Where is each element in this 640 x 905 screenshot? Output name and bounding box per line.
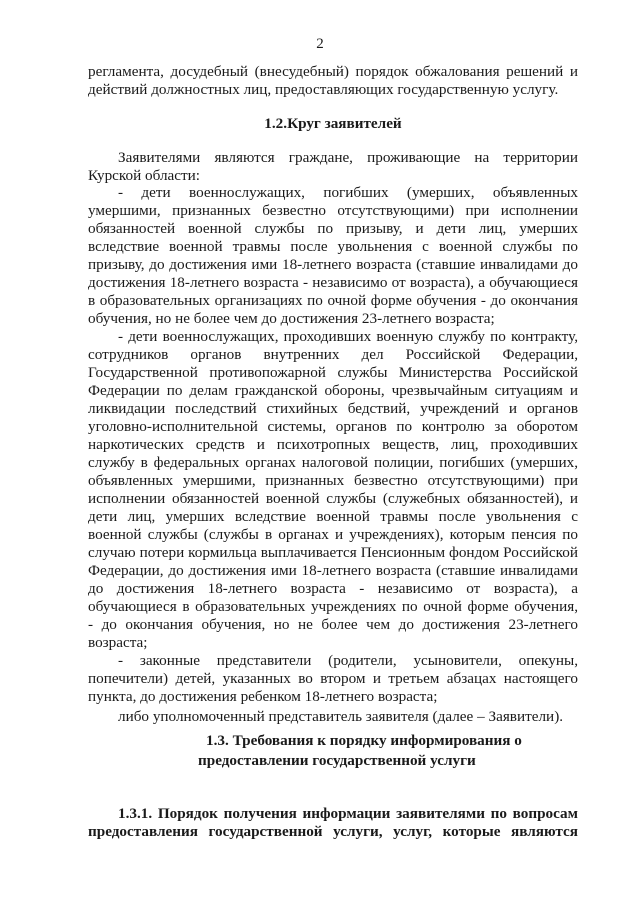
list-item-line: попечители) детей, указанных во втором и третьем абзацах настоящего [88,670,578,687]
paragraph-line: Заявителями являются граждане, проживающие на территории [118,149,578,166]
list-item-line: пункта, до достижения ребенком 18-летнего возраста; [88,688,438,705]
list-item-line: объявленных умершими, признанных безвестно отсутствующими) при [88,472,578,489]
section-heading-1-2: 1.2.Круг заявителей [264,115,402,132]
list-item-line: призыву, до достижения ими 18-летнего возраста (ставшие инвалидами до [88,256,578,273]
list-item-line: сотрудников органов внутренних дел Российской Федерации, [88,346,578,363]
list-item-line: обучения, но не более чем до достижения 23-летнего возраста; [88,310,495,327]
list-item-line: достижения 18-летнего возраста - независимо от возраста), а обучающиеся [88,274,578,291]
list-item-line: военной службы (службы в органах и учреждениях), которым пенсия по [88,526,578,543]
list-item-line: - до окончания обучения, но не более чем до достижения 23-летнего [88,616,578,633]
section-heading-1-3-1: предоставления государственной услуги, услуг, которые являются [88,823,578,840]
list-item-line: до достижения 18-летнего возраста - независимо от возраста), а [88,580,578,597]
list-item-line: ликвидации последствий стихийных бедствий, учреждений и органов [88,400,578,417]
paragraph-line: либо уполномоченный представитель заявителя (далее – Заявители). [118,708,564,725]
list-item-line: Федерации, до достижения ими 18-летнего возраста (ставшие инвалидами [88,562,578,579]
list-item-line: умершими, признанных безвестно отсутствующими) при исполнении [88,202,578,219]
list-item-line: в образовательных организациях по очной форме обучения - до окончания [88,292,578,309]
list-item-line: - дети военнослужащих, проходивших военную службу по контракту, [118,328,578,345]
list-item-line: обучающиеся в образовательных учреждениях по очной форме обучения, [88,598,578,615]
paragraph-line: регламента, досудебный (внесудебный) порядок обжалования решений и [88,63,578,80]
list-item-line: Федерации по делам гражданской обороны, чрезвычайным ситуациям и [88,382,578,399]
list-item-line: исполнении обязанностей военной службы (служебных обязанностей), и [88,490,578,507]
section-heading-1-3: предоставлении государственной услуги [198,752,476,769]
list-item-line: возраста; [88,634,148,651]
list-item-line: случаю потери кормильца выплачивается Пенсионным фондом Российской [88,544,578,561]
paragraph-line: действий должностных лиц, предоставляющих государственную услугу. [88,81,559,98]
section-heading-1-3-1: 1.3.1. Порядок получения информации заявителями по вопросам [118,805,578,822]
list-item-line: уголовно-исполнительной системы, органов по контролю за оборотом [88,418,578,435]
list-item-line: наркотических средств и психотропных веществ, лиц, проходивших [88,436,578,453]
section-heading-1-3: 1.3. Требования к порядку информирования о [206,732,522,749]
list-item-line: дети лиц, умерших вследствие военной травмы после увольнения с [88,508,578,525]
list-item-line: - дети военнослужащих, погибших (умерших, объявленных [118,184,578,201]
paragraph-line: Курской области: [88,167,201,184]
list-item-line: обязанностей военной службы по призыву, и дети лиц, умерших [88,220,578,237]
page-number: 2 [316,36,324,52]
list-item-line: службу в федеральных органах налоговой полиции, погибших (умерших, [88,454,578,471]
list-item-line: - законные представители (родители, усыновители, опекуны, [118,652,578,669]
list-item-line: вследствие военной травмы после увольнения с военной службы по [88,238,578,255]
list-item-line: Государственной противопожарной службы Министерства Российской [88,364,578,381]
